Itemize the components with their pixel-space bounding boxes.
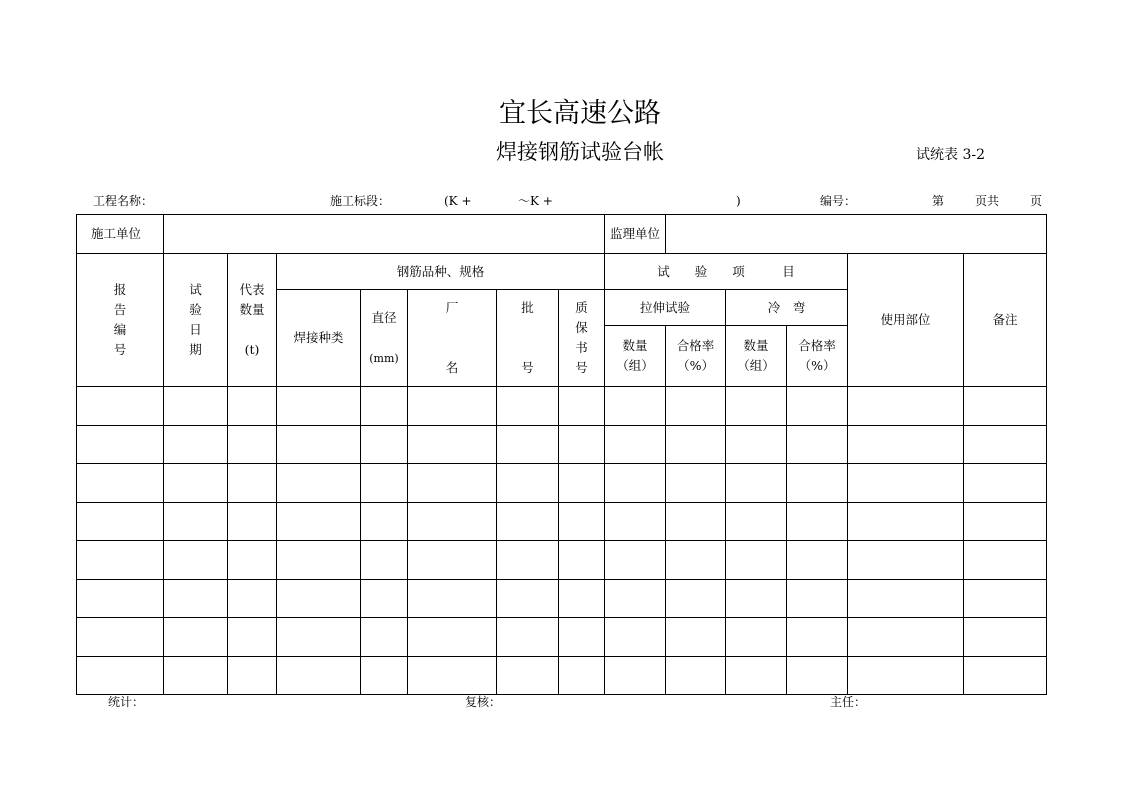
table-cell[interactable] bbox=[164, 579, 228, 618]
table-cell[interactable] bbox=[787, 387, 848, 426]
table-cell[interactable] bbox=[666, 618, 726, 657]
table-cell[interactable] bbox=[408, 656, 497, 695]
table-cell[interactable] bbox=[77, 579, 164, 618]
table-cell[interactable] bbox=[964, 579, 1047, 618]
table-cell[interactable] bbox=[605, 618, 666, 657]
table-cell[interactable] bbox=[787, 579, 848, 618]
table-cell[interactable] bbox=[848, 579, 964, 618]
table-cell[interactable] bbox=[277, 656, 361, 695]
table-cell[interactable] bbox=[228, 656, 277, 695]
table-cell[interactable] bbox=[408, 425, 497, 464]
table-cell[interactable] bbox=[497, 579, 559, 618]
table-cell[interactable] bbox=[228, 464, 277, 503]
form-number: 试统表 3-2 bbox=[916, 147, 985, 163]
col-quantity: 代表 数量 (t) bbox=[228, 254, 277, 387]
table-cell[interactable] bbox=[848, 502, 964, 541]
table-row bbox=[77, 579, 1047, 618]
col-diameter: 直径 (mm) bbox=[361, 290, 408, 387]
table-cell[interactable] bbox=[164, 464, 228, 503]
table-cell[interactable] bbox=[605, 541, 666, 580]
table-row bbox=[77, 425, 1047, 464]
table-cell[interactable] bbox=[964, 464, 1047, 503]
table-cell[interactable] bbox=[964, 425, 1047, 464]
table-row bbox=[77, 541, 1047, 580]
table-cell[interactable] bbox=[77, 387, 164, 426]
table-cell[interactable] bbox=[787, 464, 848, 503]
table-cell[interactable] bbox=[77, 618, 164, 657]
tensile-count: 数量 （组） bbox=[605, 326, 666, 387]
table-cell[interactable] bbox=[787, 425, 848, 464]
bend-count: 数量 （组） bbox=[726, 326, 787, 387]
table-cell[interactable] bbox=[666, 425, 726, 464]
table-cell[interactable] bbox=[228, 425, 277, 464]
table-cell[interactable] bbox=[497, 618, 559, 657]
table-cell[interactable] bbox=[497, 541, 559, 580]
table-cell[interactable] bbox=[497, 502, 559, 541]
table-cell[interactable] bbox=[605, 579, 666, 618]
table-cell[interactable] bbox=[77, 502, 164, 541]
table-cell[interactable] bbox=[277, 387, 361, 426]
table-cell[interactable] bbox=[361, 541, 408, 580]
col-factory-name: 厂 名 bbox=[408, 290, 497, 387]
table-cell[interactable] bbox=[605, 502, 666, 541]
sub-tensile-test: 拉伸试验 bbox=[605, 290, 726, 326]
table-cell[interactable] bbox=[228, 541, 277, 580]
table-cell[interactable] bbox=[361, 464, 408, 503]
table-cell[interactable] bbox=[361, 387, 408, 426]
table-cell[interactable] bbox=[964, 387, 1047, 426]
table-cell[interactable] bbox=[787, 656, 848, 695]
table-cell[interactable] bbox=[848, 464, 964, 503]
table-cell[interactable] bbox=[559, 464, 605, 503]
bend-pass-rate: 合格率 （%） bbox=[787, 326, 848, 387]
table-cell[interactable] bbox=[77, 425, 164, 464]
table-cell[interactable] bbox=[408, 387, 497, 426]
table-cell[interactable] bbox=[726, 579, 787, 618]
table-cell[interactable] bbox=[559, 579, 605, 618]
review-label: 复核： bbox=[465, 695, 502, 709]
stats-label: 统计： bbox=[108, 695, 145, 709]
table-cell[interactable] bbox=[408, 464, 497, 503]
table-cell[interactable] bbox=[787, 541, 848, 580]
table-cell[interactable] bbox=[408, 502, 497, 541]
director-label: 主任： bbox=[830, 695, 867, 709]
tensile-pass-rate: 合格率 （%） bbox=[666, 326, 726, 387]
table-cell[interactable] bbox=[164, 425, 228, 464]
page-unit-label: 页 bbox=[1030, 194, 1043, 208]
table-cell[interactable] bbox=[228, 387, 277, 426]
section-label: 施工标段： bbox=[330, 194, 391, 208]
table-cell[interactable] bbox=[228, 618, 277, 657]
table-cell[interactable] bbox=[964, 618, 1047, 657]
table-cell[interactable] bbox=[361, 502, 408, 541]
contractor-label: 施工单位 bbox=[77, 215, 164, 254]
table-cell[interactable] bbox=[848, 618, 964, 657]
header-row-1 bbox=[77, 254, 1047, 290]
number-label: 编号： bbox=[820, 194, 857, 208]
table-cell[interactable] bbox=[408, 541, 497, 580]
table-cell[interactable] bbox=[77, 541, 164, 580]
table-cell[interactable] bbox=[726, 502, 787, 541]
supervisor-value[interactable] bbox=[666, 215, 1047, 254]
table-cell[interactable] bbox=[77, 464, 164, 503]
table-cell[interactable] bbox=[277, 502, 361, 541]
table-cell[interactable] bbox=[848, 387, 964, 426]
table-cell[interactable] bbox=[277, 464, 361, 503]
table-cell[interactable] bbox=[726, 541, 787, 580]
table-cell[interactable] bbox=[497, 656, 559, 695]
table-cell[interactable] bbox=[164, 618, 228, 657]
group-test-items: 试 验 项 目 bbox=[605, 254, 848, 290]
table-cell[interactable] bbox=[726, 387, 787, 426]
table-cell[interactable] bbox=[726, 425, 787, 464]
table-cell[interactable] bbox=[726, 618, 787, 657]
table-cell[interactable] bbox=[726, 464, 787, 503]
table-cell[interactable] bbox=[559, 425, 605, 464]
table-cell[interactable] bbox=[164, 387, 228, 426]
col-report-no: 报 告 编 号 bbox=[77, 254, 164, 387]
col-usage-location: 使用部位 bbox=[848, 254, 964, 387]
table-cell[interactable] bbox=[497, 387, 559, 426]
table-cell[interactable] bbox=[277, 579, 361, 618]
table-cell[interactable] bbox=[666, 464, 726, 503]
table-cell[interactable] bbox=[605, 425, 666, 464]
table-cell[interactable] bbox=[277, 425, 361, 464]
table-cell[interactable] bbox=[559, 387, 605, 426]
table-cell[interactable] bbox=[666, 656, 726, 695]
table-cell[interactable] bbox=[726, 656, 787, 695]
table-cell[interactable] bbox=[497, 425, 559, 464]
table-cell[interactable] bbox=[559, 656, 605, 695]
table-cell[interactable] bbox=[964, 541, 1047, 580]
table-cell[interactable] bbox=[164, 541, 228, 580]
table-cell[interactable] bbox=[787, 618, 848, 657]
table-cell[interactable] bbox=[605, 387, 666, 426]
table-cell[interactable] bbox=[559, 618, 605, 657]
table-cell[interactable] bbox=[164, 656, 228, 695]
table-cell[interactable] bbox=[666, 541, 726, 580]
supervisor-label: 监理单位 bbox=[605, 215, 666, 254]
col-batch-no: 批 号 bbox=[497, 290, 559, 387]
table-cell[interactable] bbox=[666, 502, 726, 541]
table-cell[interactable] bbox=[848, 425, 964, 464]
table-cell[interactable] bbox=[964, 502, 1047, 541]
unit-row bbox=[77, 215, 1047, 254]
table-row bbox=[77, 464, 1047, 503]
table-cell[interactable] bbox=[361, 656, 408, 695]
table-cell[interactable] bbox=[277, 618, 361, 657]
table-cell[interactable] bbox=[605, 656, 666, 695]
col-remarks: 备注 bbox=[964, 254, 1047, 387]
table-cell[interactable] bbox=[666, 579, 726, 618]
table-row bbox=[77, 656, 1047, 695]
k-end-label: ～K + bbox=[518, 194, 553, 208]
table-cell[interactable] bbox=[787, 502, 848, 541]
table-cell[interactable] bbox=[559, 541, 605, 580]
table-cell[interactable] bbox=[228, 579, 277, 618]
table-cell[interactable] bbox=[666, 387, 726, 426]
col-weld-type: 焊接种类 bbox=[277, 290, 361, 387]
paren-close-label: ) bbox=[736, 194, 741, 208]
table-cell[interactable] bbox=[605, 464, 666, 503]
table-cell[interactable] bbox=[848, 656, 964, 695]
table-row bbox=[77, 387, 1047, 426]
group-rebar-spec: 钢筋品种、规格 bbox=[277, 254, 605, 290]
table-cell[interactable] bbox=[408, 618, 497, 657]
table-row bbox=[77, 618, 1047, 657]
project-name-label: 工程名称： bbox=[93, 194, 154, 208]
table-cell[interactable] bbox=[164, 502, 228, 541]
col-test-date: 试 验 日 期 bbox=[164, 254, 228, 387]
page-total-label: 页共 bbox=[975, 194, 1000, 208]
table-row bbox=[77, 502, 1047, 541]
table-cell[interactable] bbox=[848, 541, 964, 580]
page-subtitle: 焊接钢筋试验台帐 bbox=[496, 140, 664, 164]
table-cell[interactable] bbox=[277, 541, 361, 580]
table-cell[interactable] bbox=[77, 656, 164, 695]
col-cert-no: 质 保 书 号 bbox=[559, 290, 605, 387]
table-cell[interactable] bbox=[361, 618, 408, 657]
contractor-value[interactable] bbox=[164, 215, 605, 254]
table-cell[interactable] bbox=[361, 425, 408, 464]
page-title: 宜长高速公路 bbox=[499, 98, 661, 129]
weld-rebar-ledger-table bbox=[76, 214, 1047, 695]
sub-cold-bend: 冷 弯 bbox=[726, 290, 848, 326]
table-cell[interactable] bbox=[361, 579, 408, 618]
table-cell[interactable] bbox=[497, 464, 559, 503]
table-cell[interactable] bbox=[228, 502, 277, 541]
table-cell[interactable] bbox=[964, 656, 1047, 695]
k-start-label: (K + bbox=[444, 194, 472, 208]
table-cell[interactable] bbox=[408, 579, 497, 618]
table-cell[interactable] bbox=[559, 502, 605, 541]
page-no-label: 第 bbox=[932, 194, 945, 208]
